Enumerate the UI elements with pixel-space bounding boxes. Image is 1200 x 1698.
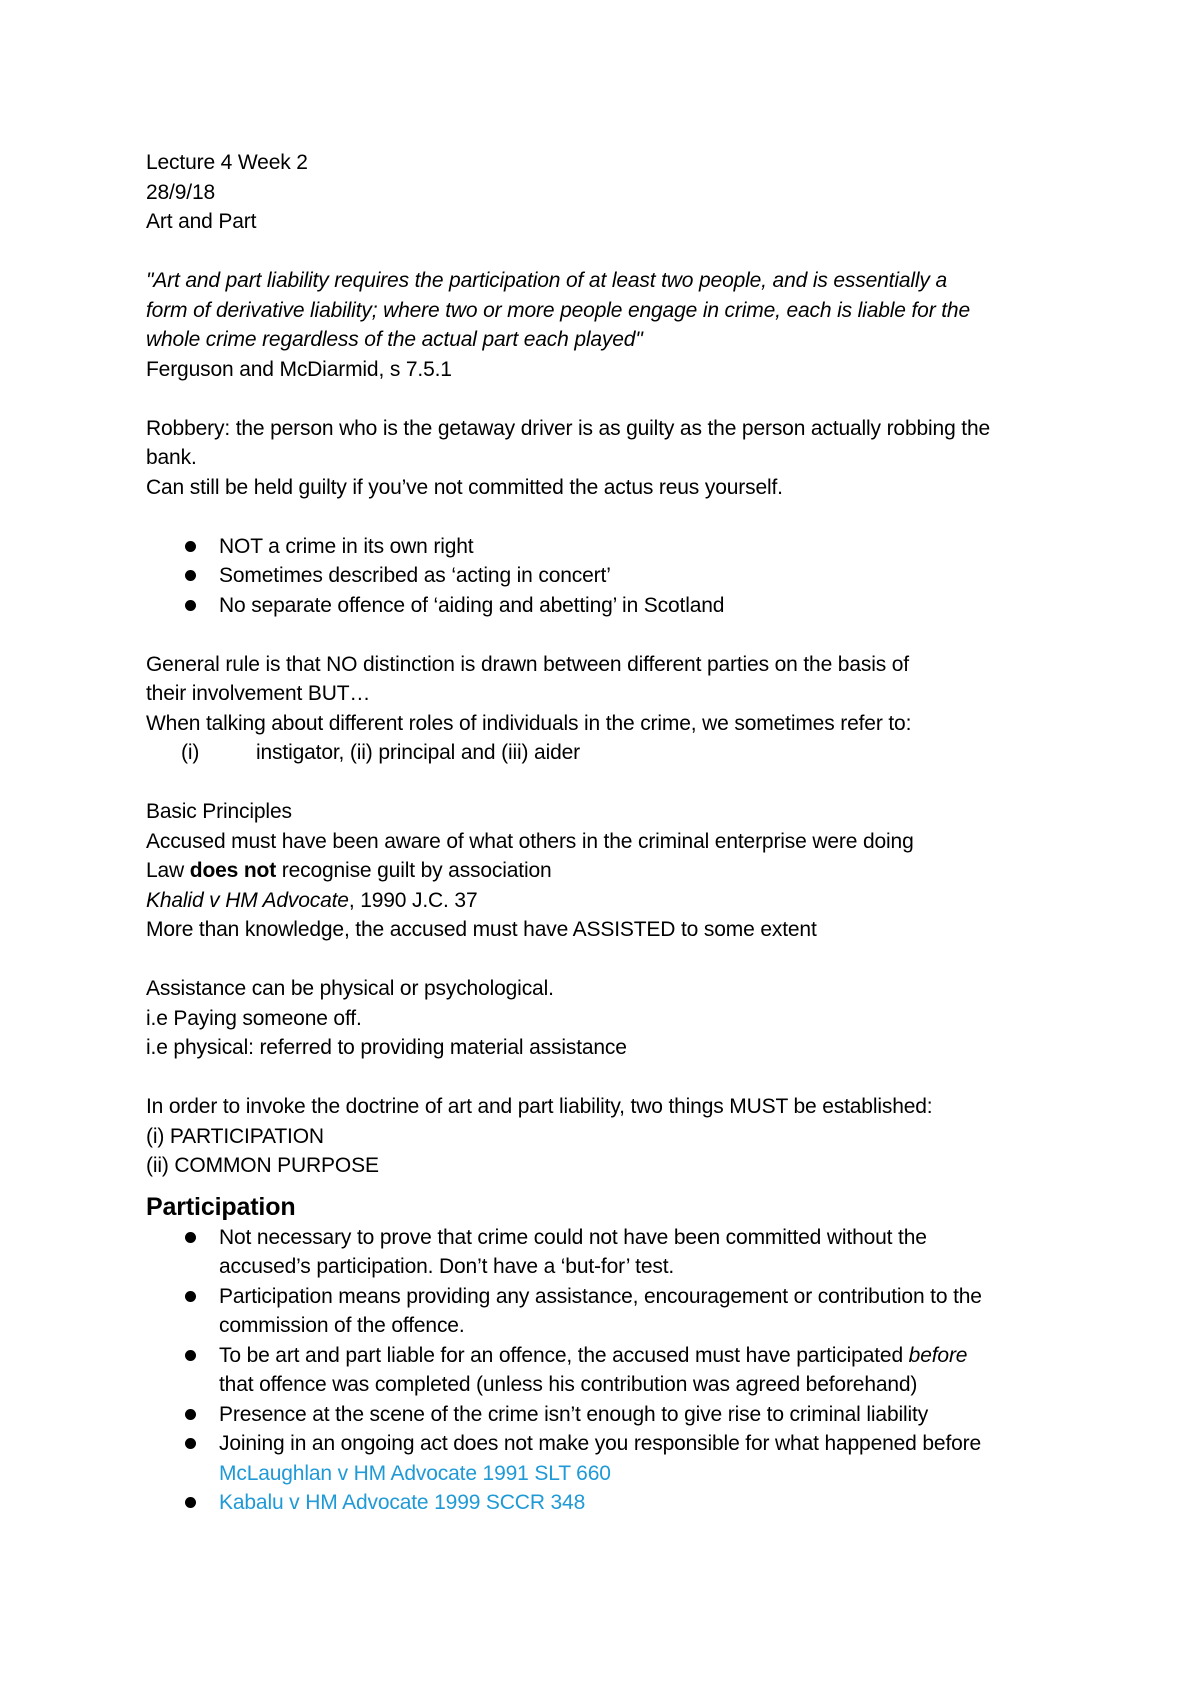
bullet-icon xyxy=(185,1438,196,1449)
lecture-title: Lecture 4 Week 2 xyxy=(146,151,308,174)
list-item: Participation means providing any assistance, encouragement or contribution to the commission of the offence. xyxy=(146,1282,1086,1341)
case-link-mclaughlan[interactable]: McLaughlan v HM Advocate 1991 SLT 660 xyxy=(219,1461,611,1485)
lecture-topic: Art and Part xyxy=(146,210,257,233)
quote-line-2: form of derivative liability; where two or more people engage in crime, each is liable for the xyxy=(146,298,970,322)
list-item: To be art and part liable for an offence, the accused must have participated before that offence was completed (unless his contribution was agreed beforehand) xyxy=(146,1341,1086,1400)
bullet-icon xyxy=(185,1350,196,1361)
participation-heading: Participation xyxy=(146,1192,296,1221)
general-rule-line-2: their involvement BUT… xyxy=(146,682,371,705)
general-rule-line-1: General rule is that NO distinction is drawn between different parties on the basis of xyxy=(146,652,909,676)
case-link-kabalu[interactable]: Kabalu v HM Advocate 1999 SCCR 348 xyxy=(219,1491,586,1514)
bullet-icon xyxy=(185,1291,196,1302)
assistance-line-2: i.e Paying someone off. xyxy=(146,1006,362,1030)
general-rule-line-3: When talking about different roles of individuals in the crime, we sometimes refer to: xyxy=(146,711,912,735)
quote-line-3: whole crime regardless of the actual part each played" xyxy=(146,328,643,351)
list-item: Joining in an ongoing act does not make you responsible for what happened before McLaughlan v HM Advocate 1991 SLT 660 xyxy=(146,1429,1086,1488)
list-item: Sometimes described as ‘acting in concert’ xyxy=(146,561,1086,591)
document-body xyxy=(146,148,1086,1518)
assistance-line-1: Assistance can be physical or psychological. xyxy=(146,977,554,1000)
quote-citation: Ferguson and McDiarmid, s 7.5.1 xyxy=(146,357,452,381)
robbery-line-2: bank. xyxy=(146,446,197,469)
roman-numeral: (i) xyxy=(181,741,200,764)
list-item: Not necessary to prove that crime could not have been committed without the accused’s participation. Don’t have a ‘but-for’ test. xyxy=(146,1223,1086,1282)
roles-list-item xyxy=(146,738,1086,768)
bullet-icon xyxy=(185,1497,196,1508)
list-item xyxy=(146,1488,1086,1518)
art-and-part-bullet-list xyxy=(146,532,1086,621)
doctrine-participation: (i) PARTICIPATION xyxy=(146,1124,324,1148)
bullet-icon xyxy=(185,600,196,611)
principle-association: Law does not recognise guilt by association xyxy=(146,859,552,882)
participation-bullet-list xyxy=(146,1223,1086,1518)
bullet-icon xyxy=(185,1409,196,1420)
list-item: Presence at the scene of the crime isn’t enough to give rise to criminal liability xyxy=(146,1400,1086,1430)
assistance-line-3: i.e physical: referred to providing material assistance xyxy=(146,1036,627,1059)
list-item: NOT a crime in its own right xyxy=(146,532,1086,562)
lecture-date: 28/9/18 xyxy=(146,180,216,204)
doctrine-line-1: In order to invoke the doctrine of art and part liability, two things MUST be established: xyxy=(146,1095,933,1118)
bullet-icon xyxy=(185,1232,196,1243)
robbery-line-1: Robbery: the person who is the getaway driver is as guilty as the person actually robbing the xyxy=(146,416,991,440)
bullet-icon xyxy=(185,541,196,552)
roles-text: instigator, (ii) principal and (iii) aider xyxy=(256,741,580,764)
doctrine-common-purpose: (ii) COMMON PURPOSE xyxy=(146,1154,379,1177)
principle-awareness: Accused must have been aware of what others in the criminal enterprise were doing xyxy=(146,829,914,853)
principle-assisted: More than knowledge, the accused must have ASSISTED to some extent xyxy=(146,918,817,941)
bullet-icon xyxy=(185,570,196,581)
case-citation-khalid: Khalid v HM Advocate, 1990 J.C. 37 xyxy=(146,888,478,912)
quote-line-1: "Art and part liability requires the participation of at least two people, and is essentially a xyxy=(146,269,947,292)
robbery-line-3: Can still be held guilty if you’ve not committed the actus reus yourself. xyxy=(146,475,783,499)
list-item: No separate offence of ‘aiding and abetting’ in Scotland xyxy=(146,591,1086,621)
basic-principles-heading: Basic Principles xyxy=(146,800,292,823)
